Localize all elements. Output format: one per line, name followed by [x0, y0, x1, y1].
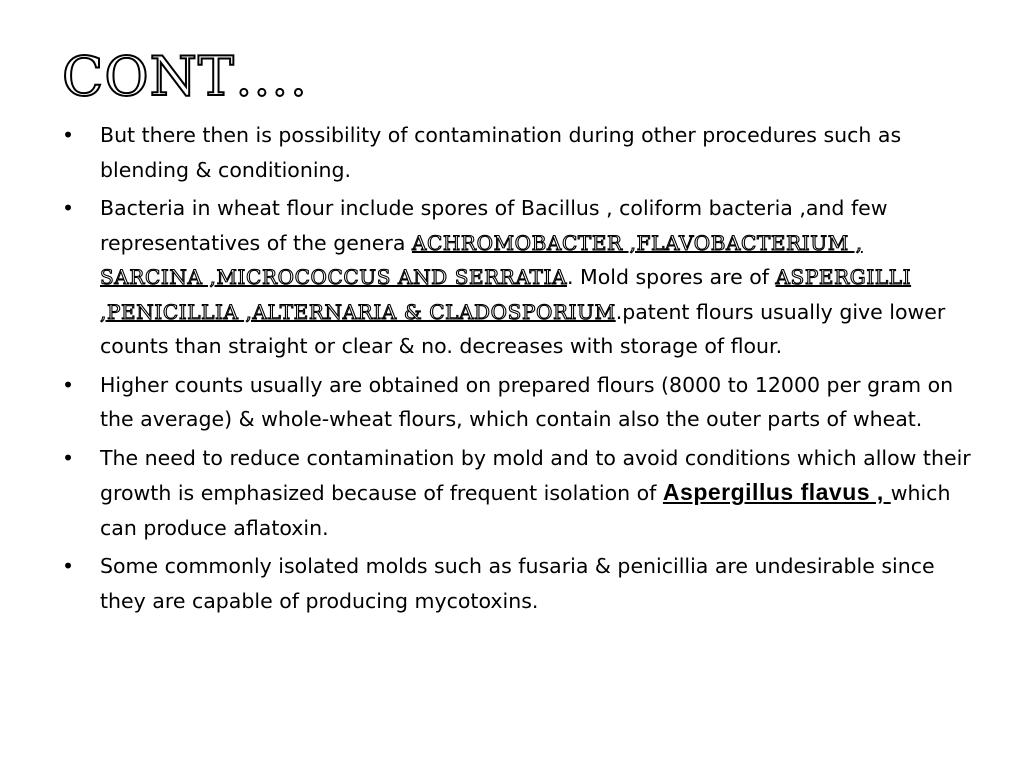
- bullet-text: Bacteria in wheat flour include spores of Bacillus , coliform bacteria ,and few representatives of the genera: [100, 196, 888, 255]
- bullet-point-icon: •: [62, 372, 75, 397]
- bullet-point-icon: •: [62, 554, 75, 578]
- genera-list: ACHROMOBACTER ,FLAVOBACTERIUM , SARCINA ,MICROCOCCUS AND SERRATIA: [100, 230, 863, 289]
- bullet-text: But there then is possibility of contamination during other procedures such as blending & conditioning.: [100, 123, 902, 182]
- bullet-text: which can produce aflatoxin.: [100, 481, 951, 540]
- organism-name: Aspergillus flavus ,: [662, 479, 891, 505]
- bullet-text: Higher counts usually are obtained on prepared flours (8000 to 12000 per gram on the average) & whole-wheat flours, which contain also the outer parts of wheat.: [100, 372, 954, 431]
- bullet-text: Some commonly isolated molds such as fusaria & penicillia are undesirable since they are capable of producing mycotoxins.: [100, 554, 935, 613]
- bullet-item: [62, 368, 972, 437]
- bullet-text: .patent flours usually give lower counts than straight or clear & no. decreases with storage of flour.: [100, 299, 946, 358]
- bullet-item: [62, 118, 972, 187]
- mold-genera-list: ASPERGILLI ,PENICILLIA ,ALTERNARIA & CLADOSPORIUM: [100, 265, 912, 324]
- bullet-item: [62, 191, 972, 364]
- bullet-point-icon: •: [62, 196, 75, 220]
- bullet-text: The need to reduce contamination by mold and to avoid conditions which allow their growth is emphasized because of frequent isolation of: [100, 445, 971, 505]
- bullet-item: [62, 441, 972, 546]
- bullet-item: [62, 549, 972, 618]
- bullet-list: [62, 118, 972, 622]
- slide-title: CONT….: [62, 45, 309, 108]
- bullet-text: . Mold spores are of: [567, 265, 776, 289]
- bullet-point-icon: •: [62, 445, 75, 470]
- bullet-point-icon: •: [62, 123, 75, 147]
